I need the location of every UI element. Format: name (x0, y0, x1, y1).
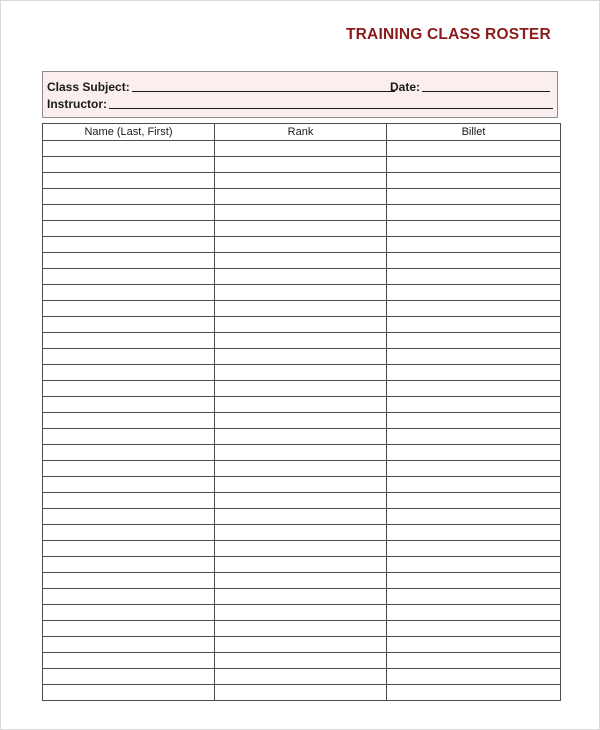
billet-cell[interactable] (387, 285, 561, 301)
name-cell[interactable] (43, 669, 215, 685)
column-header-name: Name (Last, First) (43, 124, 215, 141)
billet-cell[interactable] (387, 429, 561, 445)
rank-cell[interactable] (215, 541, 387, 557)
table-row (43, 333, 561, 349)
billet-cell[interactable] (387, 621, 561, 637)
name-cell[interactable] (43, 253, 215, 269)
billet-cell[interactable] (387, 157, 561, 173)
name-cell[interactable] (43, 621, 215, 637)
table-row (43, 573, 561, 589)
table-row (43, 429, 561, 445)
rank-cell[interactable] (215, 349, 387, 365)
rank-cell[interactable] (215, 493, 387, 509)
roster-table (42, 123, 561, 701)
billet-cell[interactable] (387, 301, 561, 317)
table-row (43, 349, 561, 365)
billet-cell[interactable] (387, 141, 561, 157)
date-field[interactable] (390, 80, 550, 94)
billet-cell[interactable] (387, 445, 561, 461)
rank-cell[interactable] (215, 237, 387, 253)
table-row (43, 461, 561, 477)
billet-cell[interactable] (387, 205, 561, 221)
billet-cell[interactable] (387, 221, 561, 237)
table-row (43, 653, 561, 669)
billet-cell[interactable] (387, 637, 561, 653)
table-row (43, 365, 561, 381)
billet-cell[interactable] (387, 573, 561, 589)
name-cell[interactable] (43, 589, 215, 605)
table-row (43, 157, 561, 173)
table-row (43, 397, 561, 413)
rank-cell[interactable] (215, 621, 387, 637)
roster-body (43, 141, 561, 701)
billet-cell[interactable] (387, 605, 561, 621)
table-row (43, 557, 561, 573)
table-row (43, 493, 561, 509)
billet-cell[interactable] (387, 253, 561, 269)
rank-cell[interactable] (215, 605, 387, 621)
table-row (43, 317, 561, 333)
rank-cell[interactable] (215, 573, 387, 589)
billet-cell[interactable] (387, 173, 561, 189)
name-cell[interactable] (43, 237, 215, 253)
name-cell[interactable] (43, 573, 215, 589)
billet-cell[interactable] (387, 349, 561, 365)
table-row (43, 253, 561, 269)
rank-cell[interactable] (215, 365, 387, 381)
billet-cell[interactable] (387, 589, 561, 605)
rank-cell[interactable] (215, 333, 387, 349)
name-cell[interactable] (43, 653, 215, 669)
name-cell[interactable] (43, 541, 215, 557)
billet-cell[interactable] (387, 365, 561, 381)
rank-cell[interactable] (215, 397, 387, 413)
name-cell[interactable] (43, 189, 215, 205)
name-cell[interactable] (43, 381, 215, 397)
name-cell[interactable] (43, 525, 215, 541)
table-row (43, 381, 561, 397)
billet-cell[interactable] (387, 461, 561, 477)
rank-cell[interactable] (215, 637, 387, 653)
rank-cell[interactable] (215, 525, 387, 541)
rank-cell[interactable] (215, 301, 387, 317)
table-row (43, 621, 561, 637)
name-cell[interactable] (43, 173, 215, 189)
name-cell[interactable] (43, 413, 215, 429)
table-row (43, 285, 561, 301)
rank-cell[interactable] (215, 157, 387, 173)
table-row (43, 189, 561, 205)
rank-cell[interactable] (215, 173, 387, 189)
billet-cell[interactable] (387, 333, 561, 349)
table-row (43, 541, 561, 557)
table-row (43, 637, 561, 653)
rank-cell[interactable] (215, 205, 387, 221)
table-row (43, 685, 561, 701)
name-cell[interactable] (43, 157, 215, 173)
name-cell[interactable] (43, 493, 215, 509)
table-row (43, 589, 561, 605)
rank-cell[interactable] (215, 381, 387, 397)
billet-cell[interactable] (387, 237, 561, 253)
table-row (43, 173, 561, 189)
table-row (43, 477, 561, 493)
class-subject-line[interactable] (132, 91, 395, 92)
billet-cell[interactable] (387, 525, 561, 541)
rank-cell[interactable] (215, 685, 387, 701)
name-cell[interactable] (43, 365, 215, 381)
name-cell[interactable] (43, 349, 215, 365)
billet-cell[interactable] (387, 381, 561, 397)
name-cell[interactable] (43, 205, 215, 221)
billet-cell[interactable] (387, 189, 561, 205)
name-cell[interactable] (43, 461, 215, 477)
billet-cell[interactable] (387, 541, 561, 557)
rank-cell[interactable] (215, 141, 387, 157)
table-row (43, 301, 561, 317)
table-row (43, 605, 561, 621)
name-cell[interactable] (43, 301, 215, 317)
table-row (43, 445, 561, 461)
name-cell[interactable] (43, 397, 215, 413)
rank-cell[interactable] (215, 269, 387, 285)
name-cell[interactable] (43, 141, 215, 157)
table-row (43, 509, 561, 525)
name-cell[interactable] (43, 685, 215, 701)
table-row (43, 141, 561, 157)
column-header-rank: Rank (215, 124, 387, 141)
billet-cell[interactable] (387, 269, 561, 285)
billet-cell[interactable] (387, 477, 561, 493)
rank-cell[interactable] (215, 189, 387, 205)
class-subject-field[interactable] (47, 80, 395, 94)
document-title: TRAINING CLASS ROSTER (346, 26, 551, 43)
rank-cell[interactable] (215, 653, 387, 669)
rank-cell[interactable] (215, 221, 387, 237)
rank-cell[interactable] (215, 445, 387, 461)
table-row (43, 525, 561, 541)
roster-header-row (43, 124, 561, 141)
billet-cell[interactable] (387, 685, 561, 701)
billet-cell[interactable] (387, 317, 561, 333)
column-header-billet: Billet (387, 124, 561, 141)
table-row (43, 669, 561, 685)
billet-cell[interactable] (387, 413, 561, 429)
class-info-box (42, 71, 558, 118)
billet-cell[interactable] (387, 509, 561, 525)
rank-cell[interactable] (215, 557, 387, 573)
name-cell[interactable] (43, 317, 215, 333)
name-cell[interactable] (43, 429, 215, 445)
name-cell[interactable] (43, 269, 215, 285)
rank-cell[interactable] (215, 253, 387, 269)
billet-cell[interactable] (387, 397, 561, 413)
date-label: Date: (390, 80, 421, 94)
table-row (43, 413, 561, 429)
instructor-field[interactable] (47, 97, 553, 111)
table-row (43, 205, 561, 221)
rank-cell[interactable] (215, 509, 387, 525)
table-row (43, 221, 561, 237)
name-cell[interactable] (43, 333, 215, 349)
billet-cell[interactable] (387, 493, 561, 509)
rank-cell[interactable] (215, 413, 387, 429)
billet-cell[interactable] (387, 669, 561, 685)
rank-cell[interactable] (215, 285, 387, 301)
class-subject-label: Class Subject: (47, 80, 130, 94)
instructor-label: Instructor: (47, 97, 107, 111)
name-cell[interactable] (43, 445, 215, 461)
billet-cell[interactable] (387, 653, 561, 669)
name-cell[interactable] (43, 557, 215, 573)
name-cell[interactable] (43, 285, 215, 301)
name-cell[interactable] (43, 637, 215, 653)
table-row (43, 237, 561, 253)
name-cell[interactable] (43, 605, 215, 621)
rank-cell[interactable] (215, 429, 387, 445)
table-row (43, 269, 561, 285)
name-cell[interactable] (43, 509, 215, 525)
name-cell[interactable] (43, 477, 215, 493)
rank-cell[interactable] (215, 669, 387, 685)
rank-cell[interactable] (215, 589, 387, 605)
rank-cell[interactable] (215, 317, 387, 333)
rank-cell[interactable] (215, 461, 387, 477)
billet-cell[interactable] (387, 557, 561, 573)
name-cell[interactable] (43, 221, 215, 237)
date-line[interactable] (422, 91, 550, 92)
rank-cell[interactable] (215, 477, 387, 493)
instructor-line[interactable] (109, 108, 553, 109)
